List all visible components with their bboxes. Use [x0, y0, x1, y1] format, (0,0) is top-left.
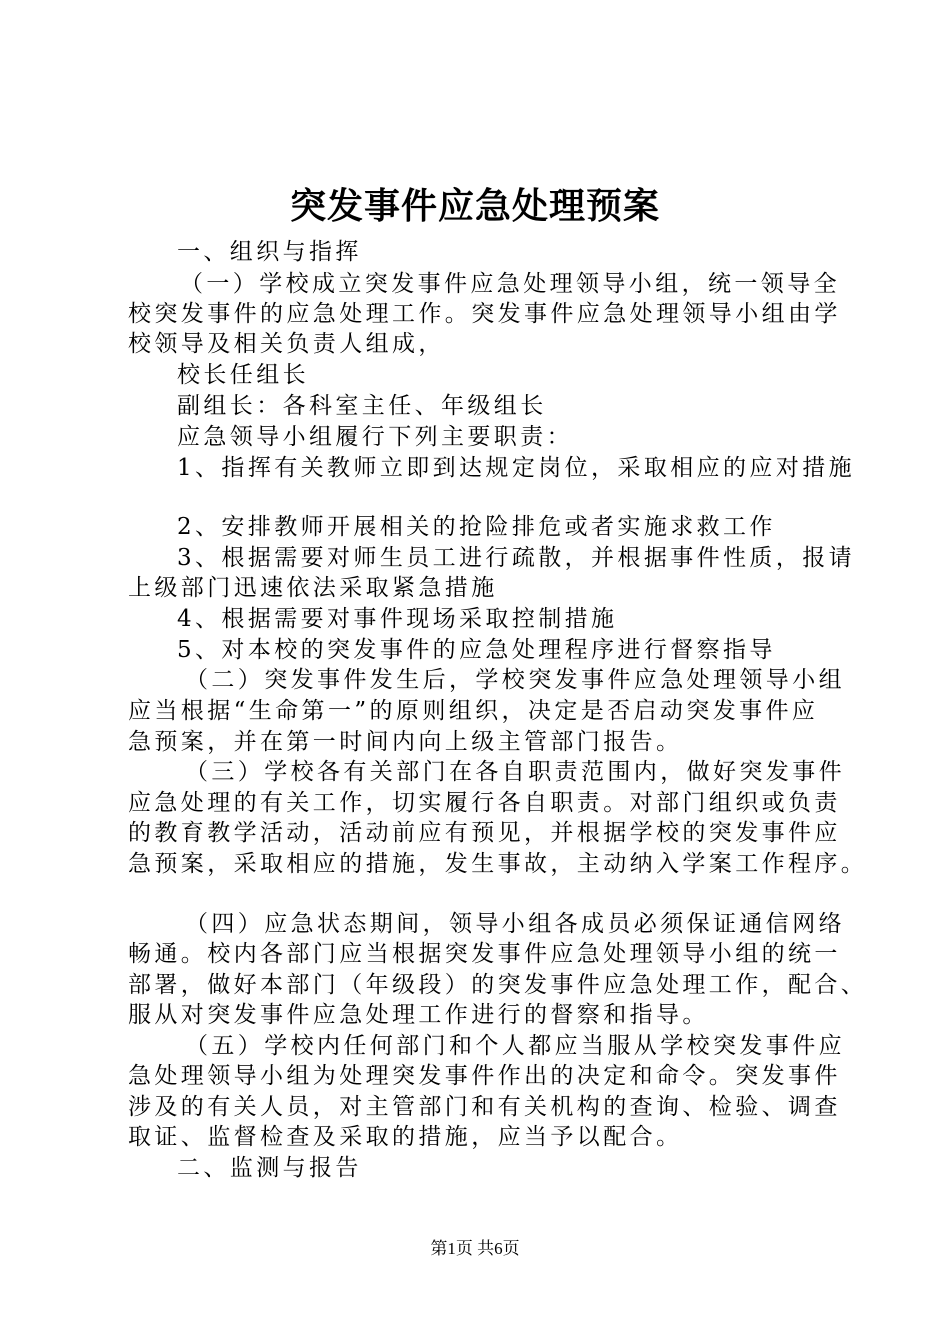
- text-line-6: 副组长：各科室主任、年级组长: [177, 393, 547, 419]
- text-line-23: 部署，做好本部门（年级段）的突发事件应急处理工作，配合、: [128, 972, 868, 998]
- text-line-14: （二）突发事件发生后，学校突发事件应急处理领导小组: [185, 667, 845, 693]
- text-line-15: 应当根据“生命第一”的原则组织，决定是否启动突发事件应: [128, 698, 819, 724]
- text-line-22: 畅通。校内各部门应当根据突发事件应急处理领导小组的统一: [128, 941, 841, 967]
- text-line-8: 1、指挥有关教师立即到达规定岗位，采取相应的应对措施: [177, 455, 856, 481]
- text-line-12: 4、根据需要对事件现场采取控制措施: [177, 606, 618, 632]
- text-line-27: 涉及的有关人员，对主管部门和有关机构的查询、检验、调查: [128, 1094, 841, 1120]
- document-title: 突发事件应急处理预案: [289, 185, 660, 227]
- text-line-5: 校长任组长: [177, 362, 309, 388]
- text-line-24: 服从对突发事件应急处理工作进行的督察和指导。: [128, 1002, 709, 1028]
- text-line-11: 上级部门迅速依法采取紧急措施: [128, 575, 498, 601]
- text-line-18: 应急处理的有关工作，切实履行各自职责。对部门组织或负责: [128, 790, 841, 816]
- text-line-17: （三）学校各有关部门在各自职责范围内，做好突发事件: [185, 759, 845, 785]
- text-line-9: 2、安排教师开展相关的抢险排危或者实施求救工作: [177, 514, 776, 540]
- text-line-10: 3、根据需要对师生员工进行疏散，并根据事件性质，报请: [177, 545, 856, 571]
- text-line-4: 校领导及相关负责人组成，: [128, 331, 445, 357]
- text-line-28: 取证、监督检查及采取的措施，应当予以配合。: [128, 1124, 683, 1150]
- text-line-7: 应急领导小组履行下列主要职责：: [177, 424, 573, 450]
- text-line-16: 急预案，并在第一时间内向上级主管部门报告。: [128, 729, 683, 755]
- text-line-2: （一）学校成立突发事件应急处理领导小组，统一领导全: [180, 271, 840, 297]
- text-line-19: 的教育教学活动，活动前应有预见，并根据学校的突发事件应: [128, 820, 841, 846]
- text-line-25: （五）学校内任何部门和个人都应当服从学校突发事件应: [185, 1033, 845, 1059]
- text-line-1: 一、组织与指挥: [177, 239, 362, 265]
- text-line-3: 校突发事件的应急处理工作。突发事件应急处理领导小组由学: [128, 301, 841, 327]
- text-line-13: 5、对本校的突发事件的应急处理程序进行督察指导: [177, 637, 776, 663]
- page-footer: 第1页 共6页: [430, 1239, 520, 1258]
- text-line-20: 急预案，采取相应的措施，发生事故，主动纳入学案工作程序。: [128, 851, 868, 877]
- text-line-21: （四）应急状态期间，领导小组各成员必须保证通信网络: [185, 911, 845, 937]
- text-line-29: 二、监测与报告: [177, 1155, 362, 1181]
- text-line-26: 急处理领导小组为处理突发事件作出的决定和命令。突发事件: [128, 1063, 841, 1089]
